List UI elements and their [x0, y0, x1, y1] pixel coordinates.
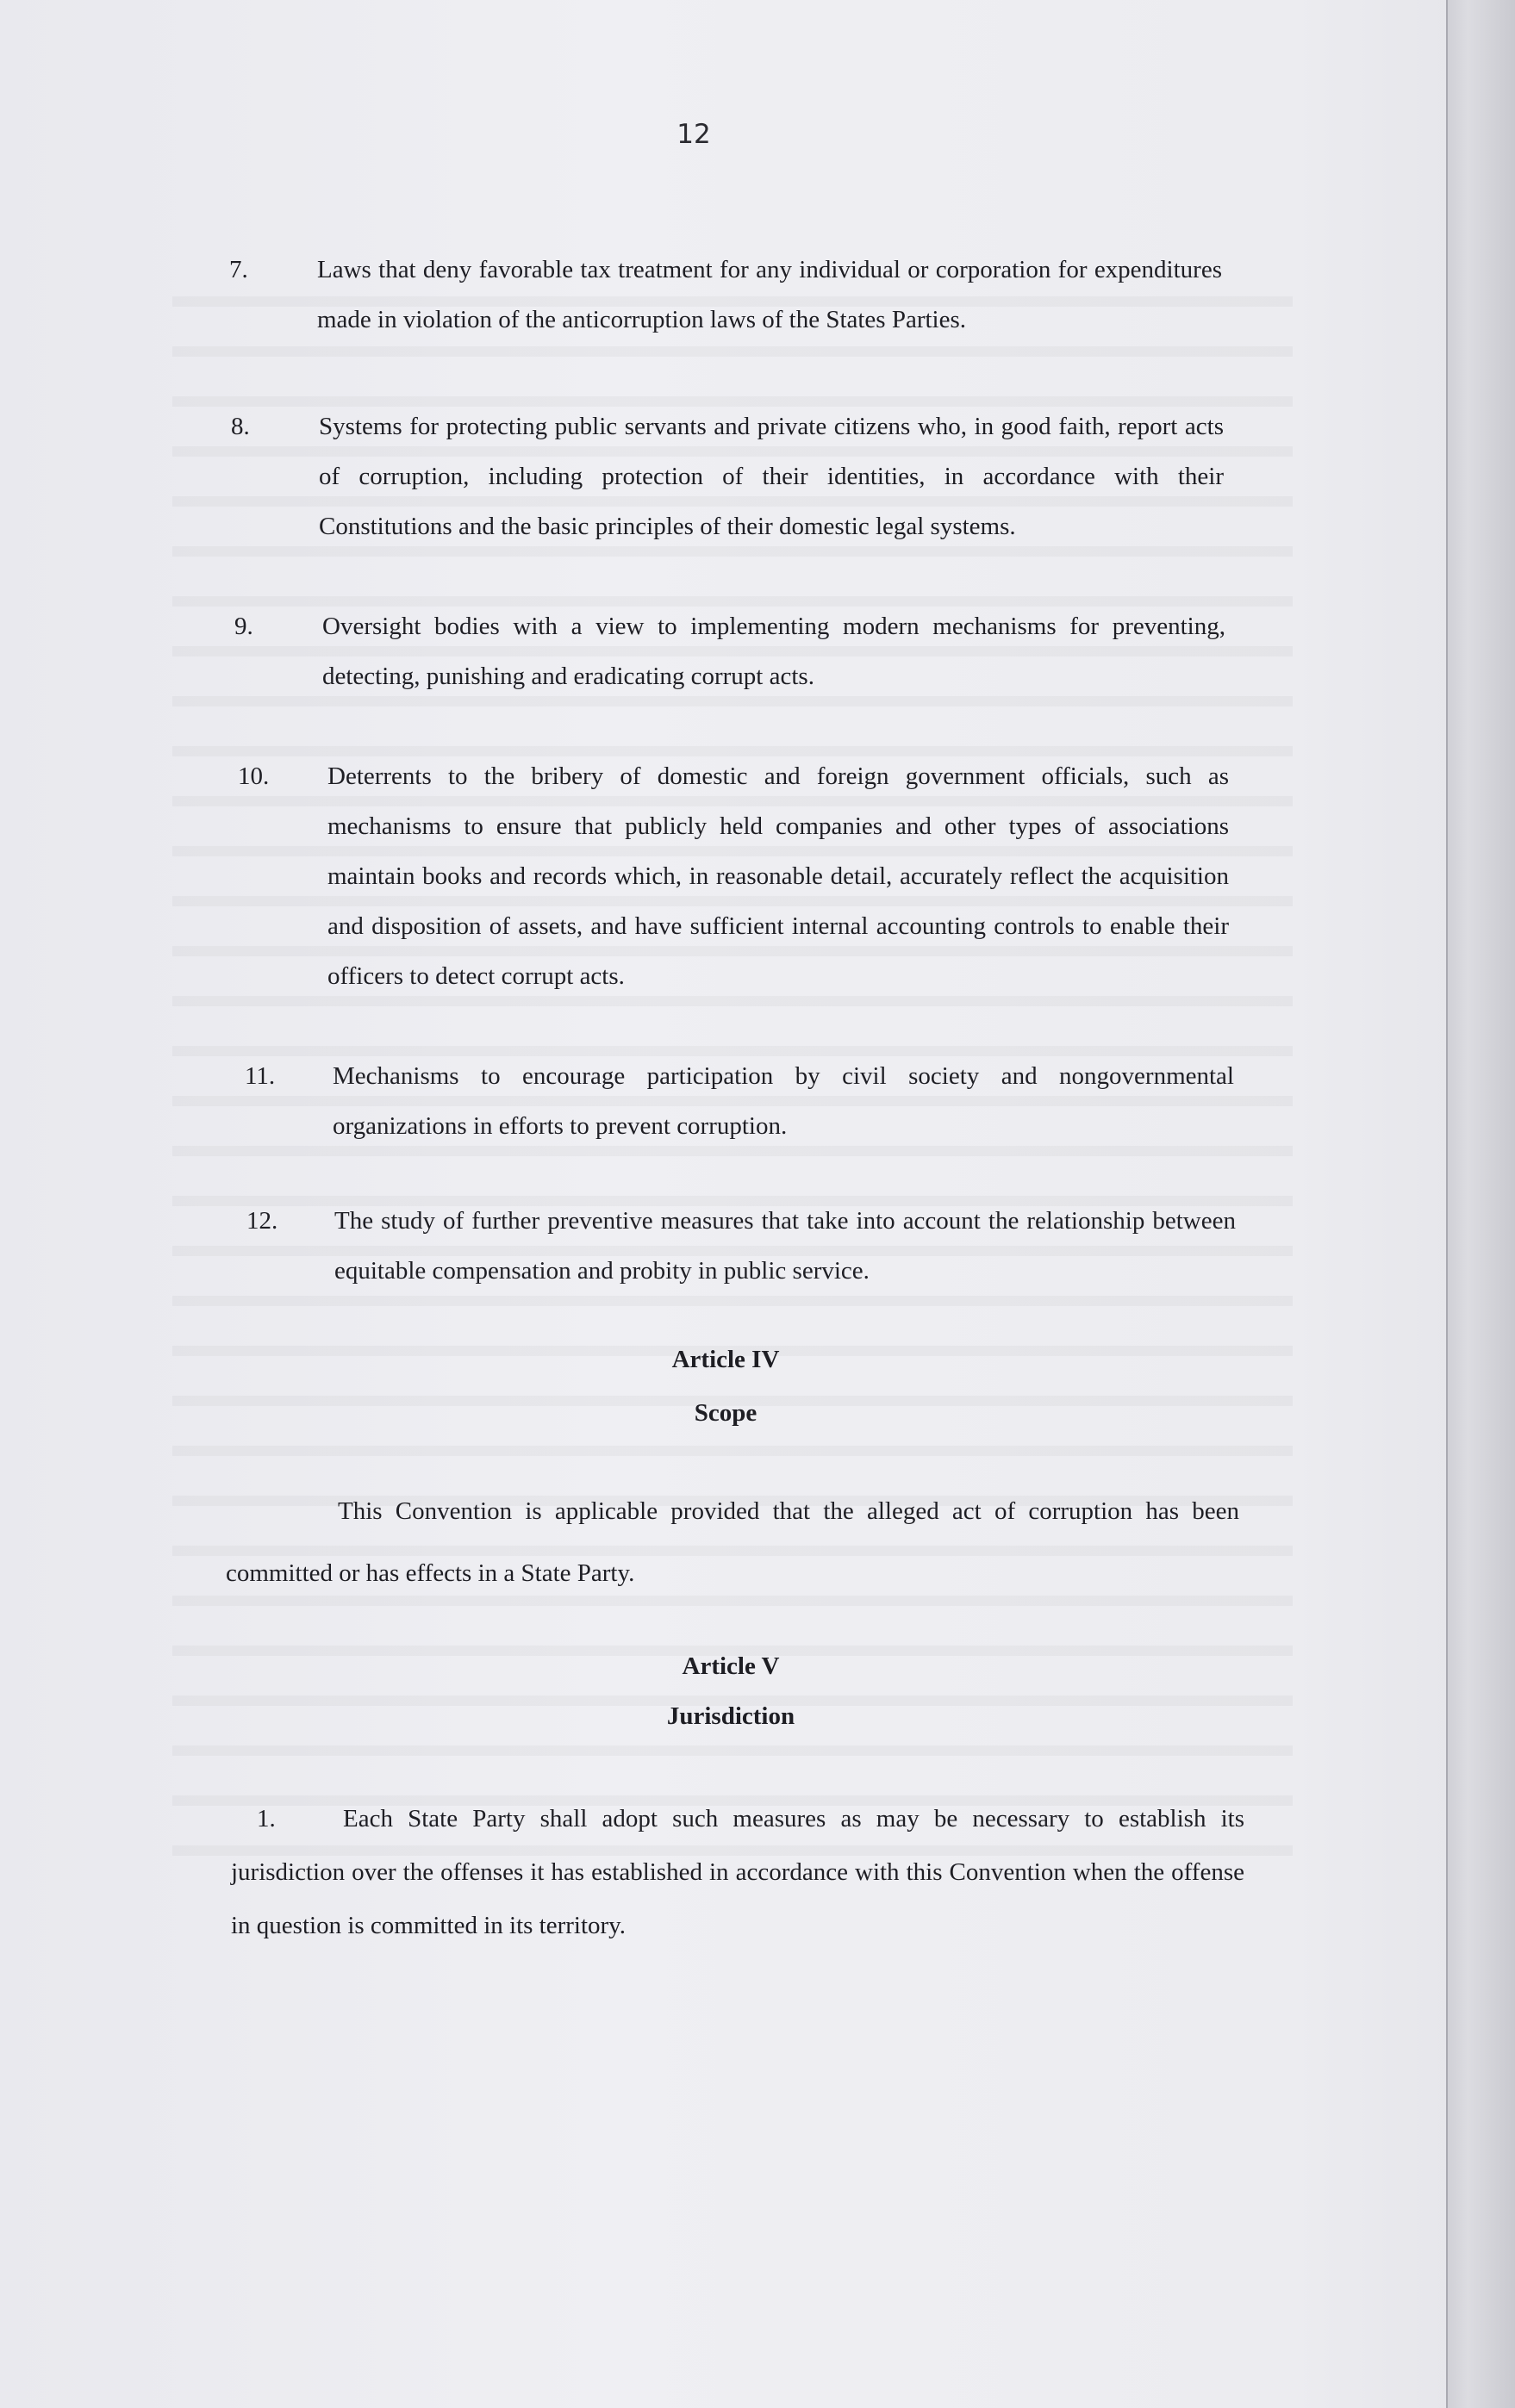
list-item — [229, 245, 1229, 348]
page-number: 12 — [676, 119, 711, 150]
list-item-text: Oversight bodies with a view to implementing modern mechanisms for preventing, detecting, punishing and eradicating corrupt acts. — [322, 613, 1225, 690]
list-item-text: Mechanisms to encourage participation by civil society and nongovernmental organizations in efforts to prevent corruption. — [333, 1062, 1234, 1140]
list-item-number: 7. — [229, 256, 248, 283]
paragraph-number: 1. — [257, 1805, 276, 1832]
list-item-text: The study of further preventive measures that take into account the relationship between equitable compensation and probity in public service. — [334, 1207, 1236, 1285]
list-item-number: 10. — [238, 762, 270, 790]
list-item-number: 11. — [245, 1062, 276, 1090]
list-item-number: 12. — [246, 1207, 278, 1235]
article-paragraph — [231, 1792, 1248, 1964]
article-subheading: Jurisdiction — [666, 1702, 795, 1730]
paragraph-text: Each State Party shall adopt such measures as may be necessary to establish its jurisdiction over the offenses it has established in accordance with this Convention when the offense in question is committed in its territory. — [231, 1805, 1244, 1939]
list-item-number: 8. — [231, 413, 250, 440]
list-item-number: 9. — [234, 613, 253, 640]
list-item — [238, 751, 1238, 1010]
page-edge — [1446, 0, 1515, 2408]
article-heading: Article IV — [671, 1346, 780, 1373]
list-item — [234, 601, 1234, 705]
list-item-text: Systems for protecting public servants and private citizens who, in good faith, report acts of corruption, including protection of their identities, in accordance with their Constitutions and the basic principles of their domestic legal systems. — [319, 413, 1224, 540]
article-paragraph: This Convention is applicable provided that the alleged act of corruption has been committed or has effects in a State Party. — [226, 1497, 1239, 1587]
article-subheading: Scope — [694, 1399, 758, 1427]
list-item-text: Laws that deny favorable tax treatment for any individual or corporation for expenditures made in violation of the anticorruption laws of the States Parties. — [317, 256, 1222, 333]
list-item-text: Deterrents to the bribery of domestic and foreign government officials, such as mechanisms to ensure that publicly held companies and other types of associations maintain books and records which, in reasonable detail, accurately reflect the acquisition and disposition of assets, and have sufficient internal accounting controls to enable their officers to detect corrupt acts. — [327, 762, 1229, 990]
list-item — [231, 401, 1231, 557]
list-item — [246, 1196, 1246, 1299]
list-item — [245, 1051, 1244, 1154]
article-heading: Article V — [682, 1652, 780, 1680]
